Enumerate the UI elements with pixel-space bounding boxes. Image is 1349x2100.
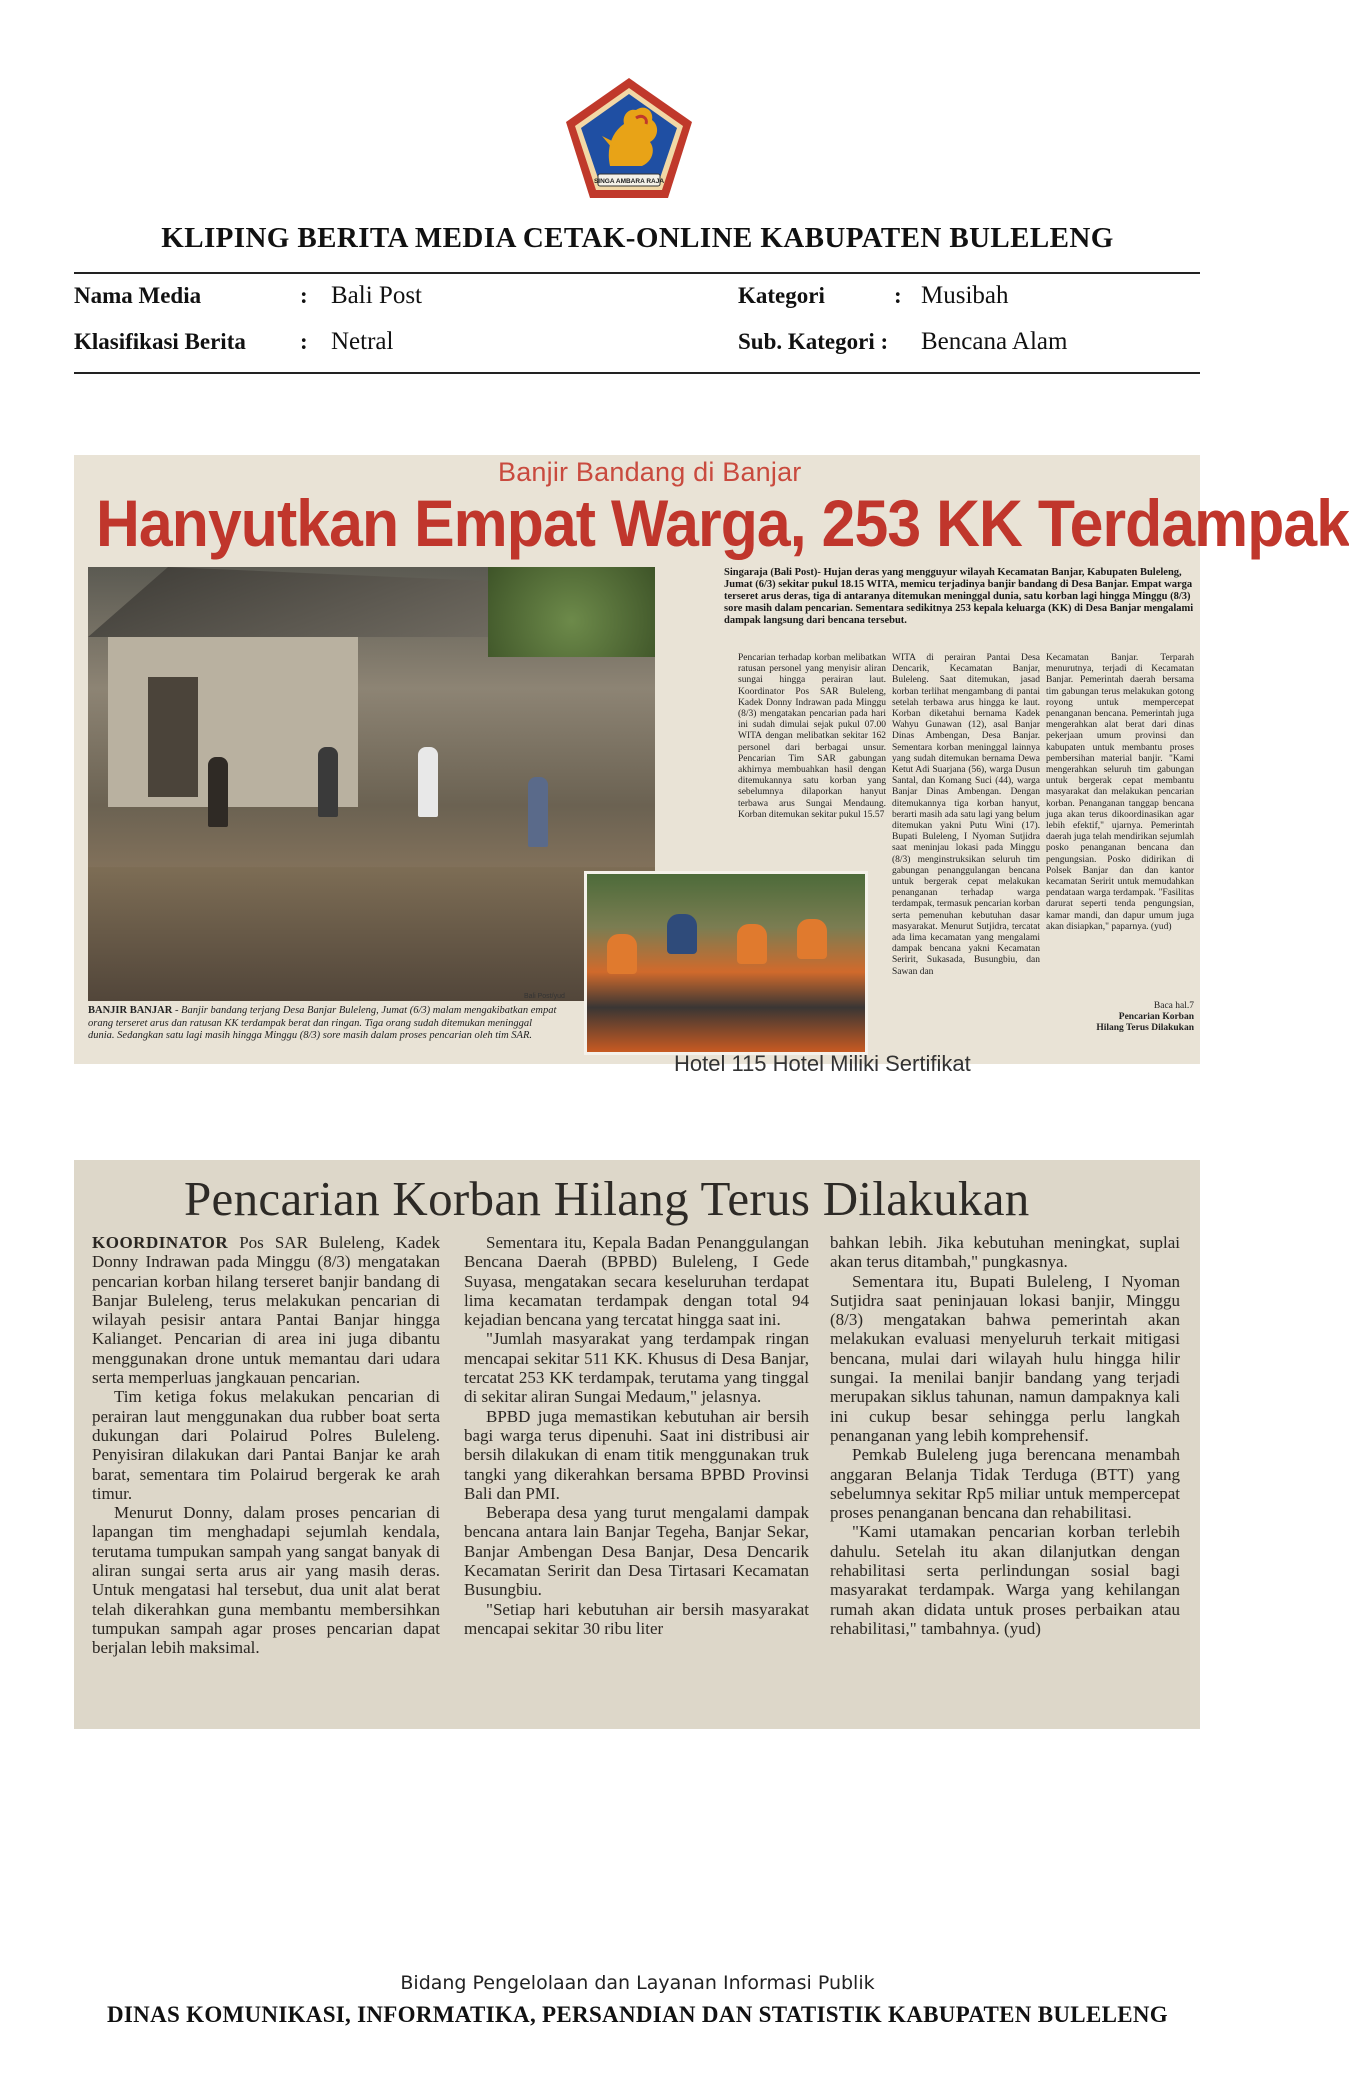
continuation-column-1 <box>92 1233 440 1658</box>
paragraph: Tim ketiga fokus melakukan pencarian di perairan laut menggunakan dua rubber boat serta dukungan dari Polairud Polres Buleleng. Penyisiran dilakukan dari Pantai Banjar ke arah barat, sementara tim Polairud bergerak ke arah timur. <box>92 1387 440 1503</box>
category-label: Kategori <box>738 283 825 308</box>
photo-credit: Bali Post/yud <box>524 993 565 1000</box>
article-column-2: WITA di perairan Pantai Desa Dencarik, Kecamatan Banjar, Buleleng. Saat ditemukan, jasad korban terlihat mengambang di pantai setelah terbawa arus hingga ke laut. Korban diketahui bernama Kadek Wahyu Gunawan (12), asal Banjar Dinas Ambengan, Desa Banjar. Sementara korban meninggal lainnya yang sudah ditemukan bernama Dewa Ketut Adi Suarjana (56), warga Dusun Santal, dan Komang Suci (44), warga Banjar Dinas Ambengan. Dengan ditemukannya tiga korban hanyut, berarti masih ada satu lagi yang belum ditemukan yakni Putu Wini (17). Bupati Buleleng, I Nyoman Sutjidra saat meninjau lokasi pada Minggu (8/3) menginstruksikan seluruh tim gabungan penanggulangan bencana untuk bergerak cepat melakukan penanganan terhadap warga terdampak, termasuk pencarian korban serta pemenuhan kebutuhan dasar masyarakat. Menurut Sutjidra, tercatat ada lima kecamatan yang mengalami dampak bencana yakni Kecamatan Seririt, Sukasada, Busungbiu, dan Sawan dan <box>892 653 1040 977</box>
media-name-label: Nama Media <box>74 283 202 308</box>
paragraph: bahkan lebih. Jika kebutuhan meningkat, suplai akan terus ditambah," pungkasnya. <box>830 1233 1180 1272</box>
header-bottom-rule <box>74 372 1200 374</box>
clipping-kicker: Banjir Bandang di Banjar <box>498 457 802 487</box>
category-colon: : <box>894 283 902 308</box>
lead-paragraph <box>724 567 1194 627</box>
flood-photo <box>88 567 655 1001</box>
caption-label: BANJIR BANJAR <box>88 1005 173 1016</box>
document-title: KLIPING BERITA MEDIA CETAK-ONLINE KABUPATEN BULELENG <box>161 222 1114 254</box>
emblem-icon <box>562 74 696 202</box>
continuation-column-2 <box>464 1233 809 1638</box>
subcategory-label: Sub. Kategori : <box>738 329 889 354</box>
lead-text: Hujan deras yang mengguyur wilayah Kecamatan Banjar, Kabupaten Buleleng, Jumat (6/3) sekitar pukul 18.15 WITA, memicu terjadinya banjir bandang di Desa Banjar. Empat warga terseret arus deras, tiga di antaranya ditemukan meninggal dunia, satu korban lagi hingga Minggu (8/3) sore masih dalam pencarian. Sementara sedikitnya 253 kepala keluarga (KK) di Desa Banjar mengalami dampak langsung dari bencana tersebut. <box>724 567 1194 626</box>
continuation-column-3 <box>830 1233 1180 1638</box>
column-lead-word: KOORDINATOR <box>92 1233 229 1252</box>
classification-label: Klasifikasi Berita <box>74 329 246 354</box>
article-column-1: Pencarian terhadap korban melibatkan ratusan personel yang menyisir aliran sungai hingga perairan laut. Koordinator Pos SAR Buleleng, Kadek Donny Indrawan pada Minggu (8/3) mengatakan pencarian pada hari ini sudah dimulai sejak pukul 07.00 WITA dengan melibatkan sekitar 162 personel dari berbagai unsur. Pencarian Tim SAR gabungan akhirnya membuahkan hasil dengan ditemukannya satu korban yang sebelumnya dilaporkan hanyut terbawa arus Sungai Mendaung. Korban ditemukan sekitar pukul 15.57 <box>738 653 886 820</box>
continued-title-2: Hilang Terus Dilakukan <box>1096 1023 1194 1034</box>
paragraph: "Setiap hari kebutuhan air bersih masyarakat mencapai sekitar 30 ribu liter <box>464 1599 809 1638</box>
clipping-headline: Hanyutkan Empat Warga, 253 KK Terdampak <box>96 486 1349 560</box>
paragraph: Sementara itu, Kepala Badan Penanggulangan Bencana Daerah (BPBD) Buleleng, I Gede Suyasa, mengatakan secara keseluruhan terdapat lima kecamatan terdampak dengan total 94 kejadian bencana yang tercatat hingga saat ini. <box>464 1233 809 1330</box>
paragraph: "Jumlah masyarakat yang terdampak ringan mencapai sekitar 511 KK. Khusus di Desa Banjar, tercatat 253 KK terdampak, terutama yang tinggal di sekitar aliran Sungai Medaum," jelasnya. <box>464 1329 809 1407</box>
article-column-3: Kecamatan Banjar. Terparah menurutnya, terjadi di Kecamatan Banjar. Pemerintah daerah bersama tim gabungan terus melakukan gotong royong untuk mempercepat penanganan bencana. Pemerintah juga mengerahkan alat berat dari dinas pekerjaan umum provinsi dan kabupaten untuk membantu proses pembersihan material banjir. "Kami mengerahkan seluruh tim gabungan untuk bergerak cepat membantu masyarakat dan melakukan pencarian korban. Penanganan tanggap bencana juga akan terus dikoordinasikan agar lebih efektif," ujarnya. Pemerintah daerah juga telah mendirikan sejumlah posko penanganan bencana dan pengungsian. Posko didirikan di Polsek Banjar dan dan kantor kecamatan Seririt untuk memudahkan pendataan warga terdampak. "Fasilitas darurat seperti tenda pengungsian, kamar mandi, dan dapur umum juga akan disiapkan," paparnya. (yud) <box>1046 653 1194 932</box>
news-clipping-2 <box>74 1160 1200 1729</box>
paragraph: BPBD juga memastikan kebutuhan air bersih bagi warga terus dipenuhi. Saat ini distribusi air bersih dilakukan di enam titik menggunakan truk tangki yang dikerahkan bersama BPBD Provinsi Bali dan PMI. <box>464 1406 809 1503</box>
footer-agency: DINAS KOMUNIKASI, INFORMATIKA, PERSANDIAN DAN STATISTIK KABUPATEN BULELENG <box>107 2002 1168 2027</box>
media-name-colon: : <box>300 283 308 308</box>
footer-division: Bidang Pengelolaan dan Layanan Informasi Publik <box>400 1972 875 1994</box>
header-top-rule <box>74 272 1200 274</box>
continued-title-1: Pencarian Korban <box>1118 1012 1194 1023</box>
continuation-headline: Pencarian Korban Hilang Terus Dilakukan <box>184 1171 1030 1226</box>
paragraph: Pos SAR Buleleng, Kadek Donny Indrawan pada Minggu (8/3) mengatakan pencarian korban hilang terseret banjir bandang di Banjar Buleleng, terus melakukan pencarian di wilayah pesisir antara Pantai Banjar hingga Kalianget. Pencarian di area ini juga dibantu menggunakan drone untuk memantau dari udara serta memperluas jangkauan pencarian. <box>92 1233 440 1388</box>
photo-caption <box>88 1005 558 1043</box>
continued-page: Baca hal.7 <box>1153 1001 1194 1011</box>
classification-value: Netral <box>331 328 394 355</box>
svg-text:SINGA AMBARA RAJA: SINGA AMBARA RAJA <box>593 178 665 185</box>
paragraph: Menurut Donny, dalam proses pencarian di lapangan tim menghadapi sejumlah kendala, terutama tumpukan sampah yang sangat banyak di aliran sungai serta arus air yang masih deras. Untuk mengatasi hal tersebut, dua unit alat berat telah dikerahkan guna membantu membersihkan tumpukan sampah agar proses pencarian dapat berjalan lebih maksimal. <box>92 1503 440 1658</box>
lead-dateline: Singaraja (Bali Post)- <box>724 567 821 578</box>
caption-text: - Banjir bandang terjang Desa Banjar Buleleng, Jumat (6/3) malam mengakibatkan empat orang terseret arus dan ratusan KK terdampak berat dan ringan. Tiga orang sudah ditemukan meninggal dunia. Sedangkan satu lagi masih hingga Minggu (8/3) sore masih dalam proses pencarian oleh tim SAR. <box>88 1005 557 1041</box>
media-name-value: Bali Post <box>331 282 422 309</box>
buleleng-emblem-logo <box>562 74 696 202</box>
category-value: Musibah <box>921 282 1009 309</box>
classification-colon: : <box>300 329 308 354</box>
paragraph: Beberapa desa yang turut mengalami dampak bencana antara lain Banjar Tegeha, Banjar Sekar, Banjar Ambengan Desa Banjar, Desa Dencarik Kecamatan Seririt dan Desa Tirtasari Kecamatan Busungbiu. <box>464 1503 809 1600</box>
paragraph: "Kami utamakan pencarian korban terlebih dahulu. Setelah itu akan dilanjutkan dengan rehabilitasi serta perlindungan sosial bagi masyarakat terdampak. Warga yang kehilangan rumah akan didata untuk proses perbaikan atau rehabilitasi," tambahnya. (yud) <box>830 1522 1180 1638</box>
news-clipping-1 <box>74 455 1349 1076</box>
continued-notice <box>1046 1001 1194 1035</box>
cut-off-headline: Hotel 115 Hotel Miliki Sertifikat <box>674 1051 971 1076</box>
subcategory-value: Bencana Alam <box>921 328 1068 355</box>
paragraph: Sementara itu, Bupati Buleleng, I Nyoman Sutjidra saat peninjauan lokasi banjir, Minggu (8/3) mengatakan bahwa pemerintah akan melakukan evaluasi menyeluruh terkait mitigasi bencana, mulai dari wilayah hulu hingga hilir sungai. Ia menilai banjir bandang yang terjadi merupakan siklus tahunan, namun dampaknya kali ini cukup besar sehingga perlu langkah penanganan yang lebih komprehensif. <box>830 1271 1180 1445</box>
paragraph: Pemkab Buleleng juga berencana menambah anggaran Belanja Tidak Terduga (BTT) yang sebelumnya sekitar Rp5 miliar untuk mempercepat proses penanganan bencana dan rehabilitasi. <box>830 1445 1180 1523</box>
rescue-photo <box>584 871 868 1055</box>
